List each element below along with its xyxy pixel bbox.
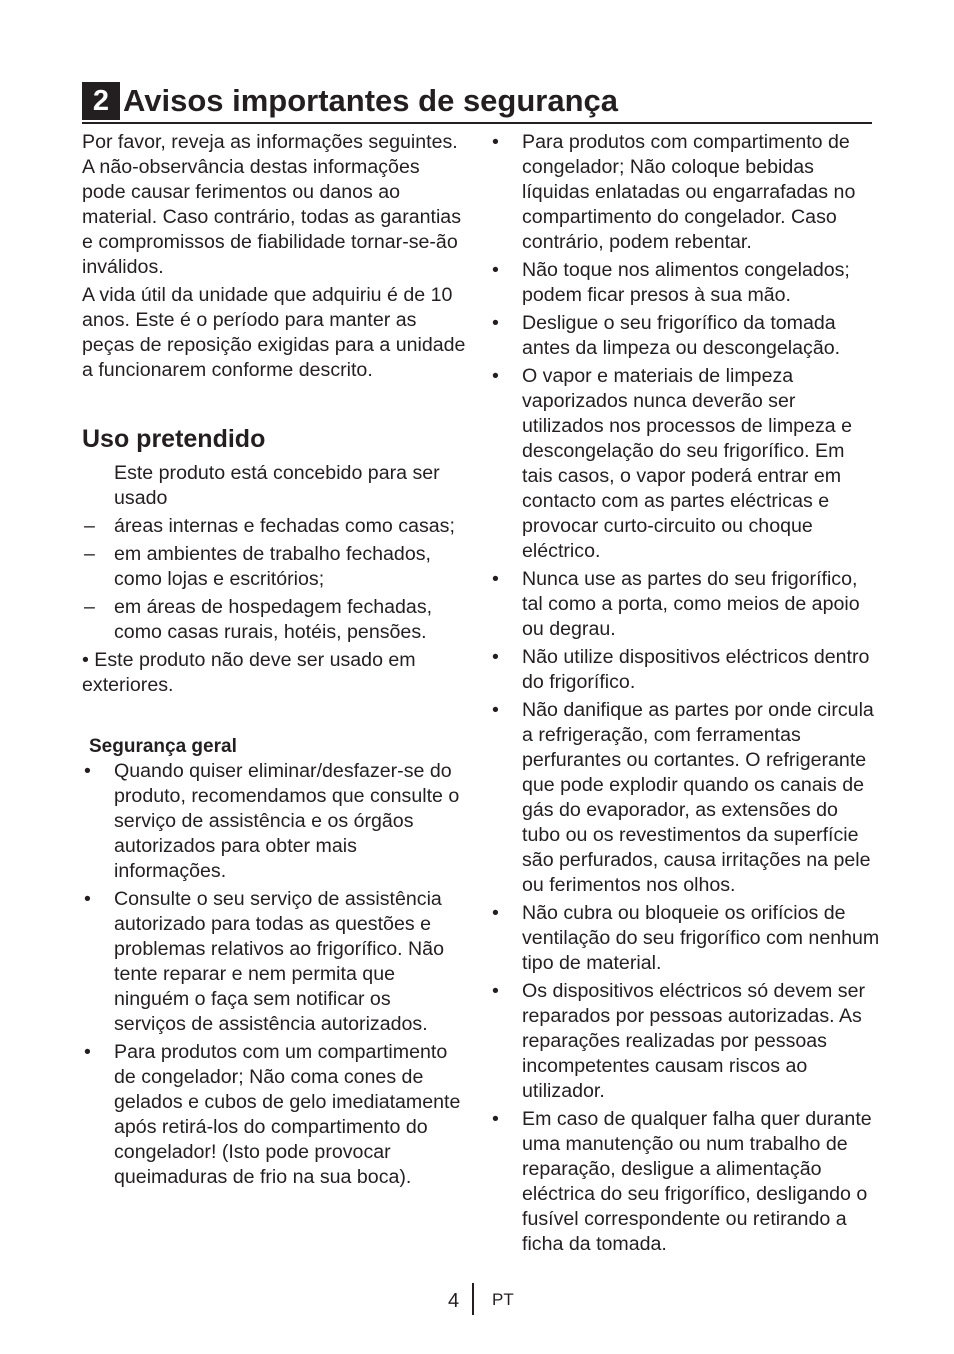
bullet-marker: • <box>492 312 499 334</box>
intended-use-lead: Este produto está concebido para ser usado <box>114 462 440 509</box>
bullet-marker: • <box>84 888 91 910</box>
list-item <box>82 514 467 539</box>
list-item-text: Não utilize dispositivos eléctricos dentro do frigorífico. <box>522 646 870 693</box>
list-item-text: em ambientes de trabalho fechados, como lojas e escritórios; <box>114 543 431 590</box>
list-item-text: Não toque nos alimentos congelados; podem ficar presos à sua mão. <box>522 259 850 306</box>
bullet-marker: • <box>492 568 499 590</box>
bullet-marker: • <box>492 1108 499 1130</box>
list-item <box>490 130 880 255</box>
list-item <box>490 901 880 976</box>
dash-marker: – <box>84 543 95 565</box>
list-item-text: Consulte o seu serviço de assistência autorizado para todas as questões e problemas relativos ao frigorífico. Não tente reparar e nem permita que ninguém o faça sem notificar os serviços de assistência autorizados. <box>114 888 444 1035</box>
footer-divider <box>472 1283 474 1315</box>
list-item <box>82 759 467 884</box>
left-column <box>82 130 467 1190</box>
list-item <box>82 1040 467 1190</box>
list-item <box>82 542 467 592</box>
list-item-text: áreas internas e fechadas como casas; <box>114 515 455 537</box>
section-header <box>82 81 872 124</box>
list-item-text: Desligue o seu frigorífico da tomada antes da limpeza ou descongelação. <box>522 312 841 359</box>
list-item-text: Não cubra ou bloqueie os orifícios de ventilação do seu frigorífico com nenhum tipo de material. <box>522 902 880 974</box>
list-item-text: Nunca use as partes do seu frigorífico, tal como a porta, como meios de apoio ou degrau. <box>522 568 860 640</box>
list-item <box>82 887 467 1037</box>
page-number: 4 <box>448 1290 460 1312</box>
bullet-marker: • <box>492 131 499 153</box>
list-item <box>490 979 880 1104</box>
bullet-marker: • <box>492 902 499 924</box>
dash-marker: – <box>84 515 95 537</box>
list-item <box>490 311 880 361</box>
list-item-text: Para produtos com um compartimento de congelador; Não coma cones de gelados e cubos de gelo imediatamente após retirá-los do compartimento do congelador! (Isto pode provocar queimaduras de frio na sua boca). <box>114 1041 461 1188</box>
section-number: 2 <box>82 82 120 120</box>
dash-marker: – <box>84 596 95 618</box>
bullet-marker: • <box>492 365 499 387</box>
section-heading: Uso pretendido <box>82 425 266 453</box>
list-item-text: O vapor e materiais de limpeza vaporizados nunca deverão ser utilizados nos processos de limpeza e descongelação do seu frigorífico. Em tais casos, o vapor poderá entrar em contacto com as partes eléctricas e provocar curto-circuito ou choque eléctrico. <box>522 365 853 562</box>
bullet-marker: • <box>492 646 499 668</box>
intro-paragraph: Por favor, reveja as informações seguintes. A não-observância destas informações pode causar ferimentos ou danos ao material. Caso contrário, todas as garantias e compromissos de fiabilidade tornar-se-ão inválidos. <box>82 131 461 278</box>
list-item-text: Os dispositivos eléctricos só devem ser reparados por pessoas autorizadas. As reparações realizadas por pessoas incompetentes causam riscos ao utilizador. <box>522 980 866 1102</box>
bullet-marker: • <box>84 760 91 782</box>
list-item-text: em áreas de hospedagem fechadas, como casas rurais, hotéis, pensões. <box>114 596 433 643</box>
list-item-text: Não danifique as partes por onde circula a refrigeração, com ferramentas perfurantes ou cortantes. O refrigerante que pode explodir quando os canais de gás do evaporador, as extensões do tubo ou os revestimentos da superfície são perfurados, causa irritações na pele ou ferimentos nos olhos. <box>522 699 874 896</box>
subsection-heading: Segurança geral <box>89 736 237 757</box>
list-item <box>490 1107 880 1257</box>
list-item <box>490 645 880 695</box>
list-item-text: Para produtos com compartimento de congelador; Não coloque bebidas líquidas enlatadas ou engarrafadas no compartimento do congelador. Caso contrário, podem rebentar. <box>522 131 856 253</box>
bullet-marker: • <box>492 259 499 281</box>
list-item <box>490 567 880 642</box>
list-item <box>490 258 880 308</box>
right-column <box>490 130 880 1257</box>
list-item <box>490 364 880 564</box>
list-item <box>490 698 880 898</box>
bullet-marker: • <box>492 699 499 721</box>
outdoor-note: • Este produto não deve ser usado em exteriores. <box>82 649 416 696</box>
language-code: PT <box>492 1290 514 1309</box>
list-item <box>82 595 467 645</box>
page-title: Avisos importantes de segurança <box>123 83 619 118</box>
list-item-text: Em caso de qualquer falha quer durante uma manutenção ou num trabalho de reparação, desligue a alimentação eléctrica do seu frigorífico, desligando o fusível correspondente ou retirando a ficha da tomada. <box>522 1108 872 1255</box>
list-item-text: Quando quiser eliminar/desfazer-se do produto, recomendamos que consulte o serviço de assistência e os órgãos autorizados para obter mais informações. <box>114 760 460 882</box>
bullet-marker: • <box>492 980 499 1002</box>
bullet-marker: • <box>84 1041 91 1063</box>
intro-paragraph: A vida útil da unidade que adquiriu é de 10 anos. Este é o período para manter as peças de reposição exigidas para a unidade a funcionarem conforme descrito. <box>82 284 466 381</box>
